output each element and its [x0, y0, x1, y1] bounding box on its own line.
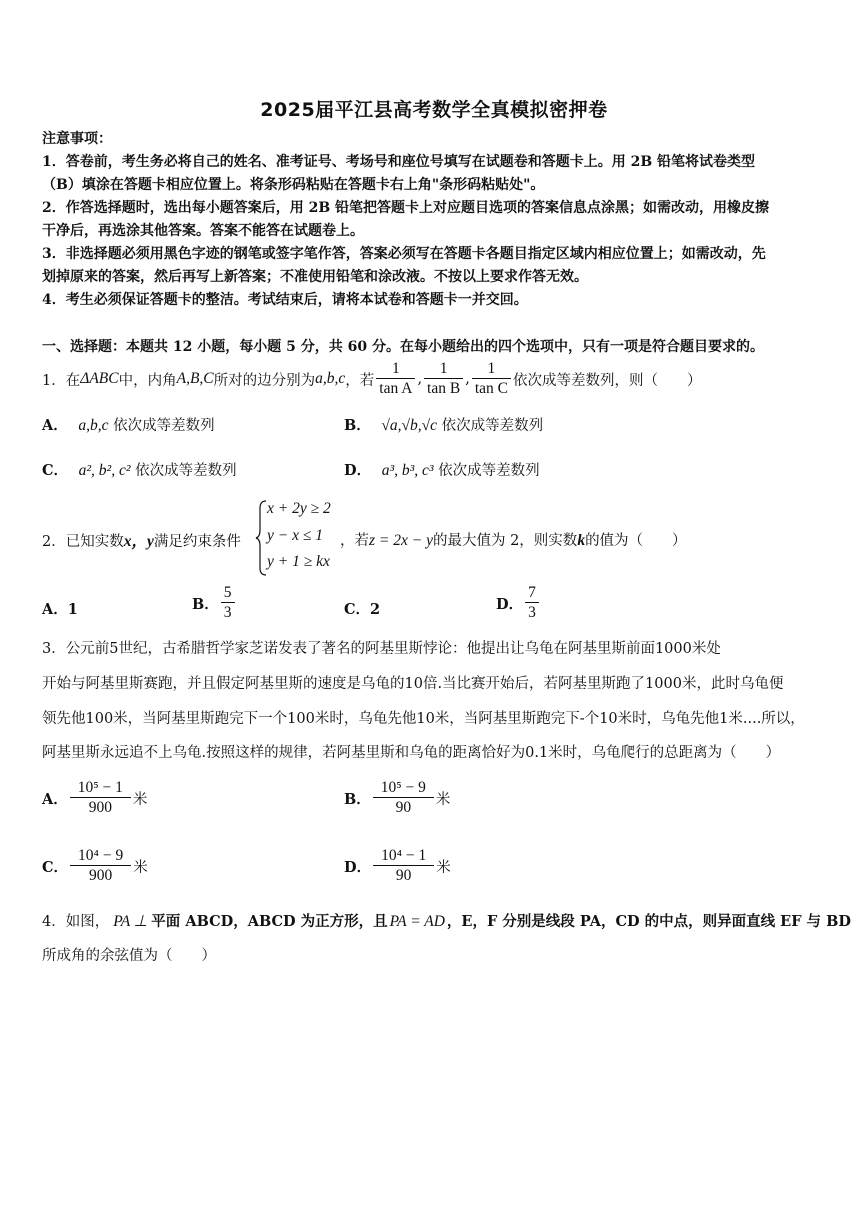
q1-option-a: A． a,b,c 依次成等差数列 — [42, 417, 215, 434]
q2-option-b: B． $\frac{5}{3}$ — [192, 584, 237, 622]
question-2-tail: ，若z = 2x − y的最大值为 2，则实数k的值为（ ） — [340, 532, 687, 549]
q4-line-2: 所成角的余弦值为（ ） — [42, 948, 216, 964]
q1-fraction-b: $\frac{1}{\text{tan B}}$ — [424, 360, 463, 398]
q3-line: 3．公元前5世纪，古希腊哲学家芝诺发表了著名的阿基里斯悖论：他提出让乌龟在阿基里斯前面1000米处 — [42, 641, 721, 657]
question-1: 1．在 ΔABC 中，内角 A,B,C 所对的边分别为 a,b,c ，若 $\frac{1}{\text{tan A}}$ , $\frac{1}{\text{tan B}}$ , $\frac{1}{\text{tan C}}$ 依次成等差数列，则（ ） — [42, 360, 702, 397]
constraint-1: x + 2y ≥ 2 — [267, 500, 331, 517]
notice-line: （B）填涂在答题卡相应位置上。将条形码粘贴在答题卡右上角"条形码粘贴处"。 — [42, 177, 545, 193]
notice-line: 3．非选择题必须用黑色字迹的钢笔或签字笔作答，答案必须写在答题卡各题目指定区域内相应位置上；如需改动，先 — [42, 246, 766, 262]
q1-text: ，若 — [345, 372, 375, 389]
q1-text: 中，内角 — [118, 372, 177, 389]
q4-line-1: 4．如图， PA ⊥ 平面 ABCD，ABCD 为正方形，且 PA = AD ，E，F 分别是线段 PA，CD 的中点，则异面直线 EF 与 BD — [42, 913, 851, 930]
q1-text: 所对的边分别为 — [213, 372, 316, 389]
notice-line: 干净后，再选涂其他答案。答案不能答在试题卷上。 — [42, 223, 364, 239]
q1-fraction-a: $\frac{1}{\text{tan A}}$ — [376, 360, 415, 398]
notice-line: 1．答卷前，考生务必将自己的姓名、准考证号、考场号和座位号填写在试题卷和答题卡上。用 2B 铅笔将试卷类型 — [42, 154, 756, 170]
q1-option-c: C． a², b², c² 依次成等差数列 — [42, 462, 237, 479]
q3-line: 领先他100米，当阿基里斯跑完下一个100米时，乌龟先他10米，当阿基里斯跑完下-个10米时，乌龟先他1米....所以， — [42, 711, 805, 727]
left-brace-icon — [255, 500, 267, 576]
q1-prefix: 1．在 — [42, 372, 81, 389]
constraint-3: y + 1 ≥ kx — [267, 553, 330, 570]
q1-fraction-c: $\frac{1}{\text{tan C}}$ — [472, 360, 511, 398]
q3-option-d: D． $\frac{\text{10⁴ − 1}}{90}$ 米 — [344, 847, 451, 884]
notice-heading: 注意事项： — [42, 131, 112, 147]
q3-option-a: A． $\frac{\text{10⁵ − 1}}{900}$ 米 — [42, 779, 148, 816]
notice-line: 划掉原来的答案，然后再写上新答案；不准使用铅笔和涂改液。不按以上要求作答无效。 — [42, 269, 588, 285]
q2-option-c: C．2 — [344, 601, 381, 618]
notice-line: 2．作答选择题时，选出每小题答案后，用 2B 铅笔把答题卡上对应题目选项的答案信息点涂黑；如需改动，用橡皮擦 — [42, 200, 770, 216]
q1-sides: a,b,c — [315, 370, 346, 387]
question-2-lead: 2．已知实数x，y满足约束条件 — [42, 533, 241, 550]
q1-triangle: ΔABC — [80, 370, 119, 387]
q1-option-d: D． a³, b³, c³ 依次成等差数列 — [344, 462, 540, 479]
q2-option-d: D． $\frac{7}{3}$ — [496, 584, 541, 622]
q1-suffix: 依次成等差数列，则（ ） — [512, 372, 702, 389]
q3-line: 阿基里斯永远追不上乌龟.按照这样的规律，若阿基里斯和乌龟的距离恰好为0.1米时，乌龟爬行的总距离为（ ） — [42, 745, 781, 761]
q3-option-b: B． $\frac{\text{10⁵ − 9}}{90}$ 米 — [344, 779, 451, 816]
q1-angles: A,B,C — [176, 370, 214, 387]
q2-option-a: A．1 — [42, 601, 78, 618]
q3-option-c: C． $\frac{\text{10⁴ − 9}}{900}$ 米 — [42, 847, 148, 884]
section-heading: 一、选择题：本题共 12 小题，每小题 5 分，共 60 分。在每小题给出的四个选项中，只有一项是符合题目要求的。 — [42, 339, 764, 355]
constraint-2: y − x ≤ 1 — [267, 527, 323, 544]
q3-line: 开始与阿基里斯赛跑，并且假定阿基里斯的速度是乌龟的10倍.当比赛开始后，若阿基里斯跑了1000米，此时乌龟便 — [42, 676, 784, 692]
q1-option-b: B． √a,√b,√c 依次成等差数列 — [344, 417, 544, 434]
page-title: 2025届平江县高考数学全真模拟密押卷 — [260, 99, 608, 121]
notice-line: 4．考生必须保证答题卡的整洁。考试结束后，请将本试卷和答题卡一并交回。 — [42, 292, 528, 308]
